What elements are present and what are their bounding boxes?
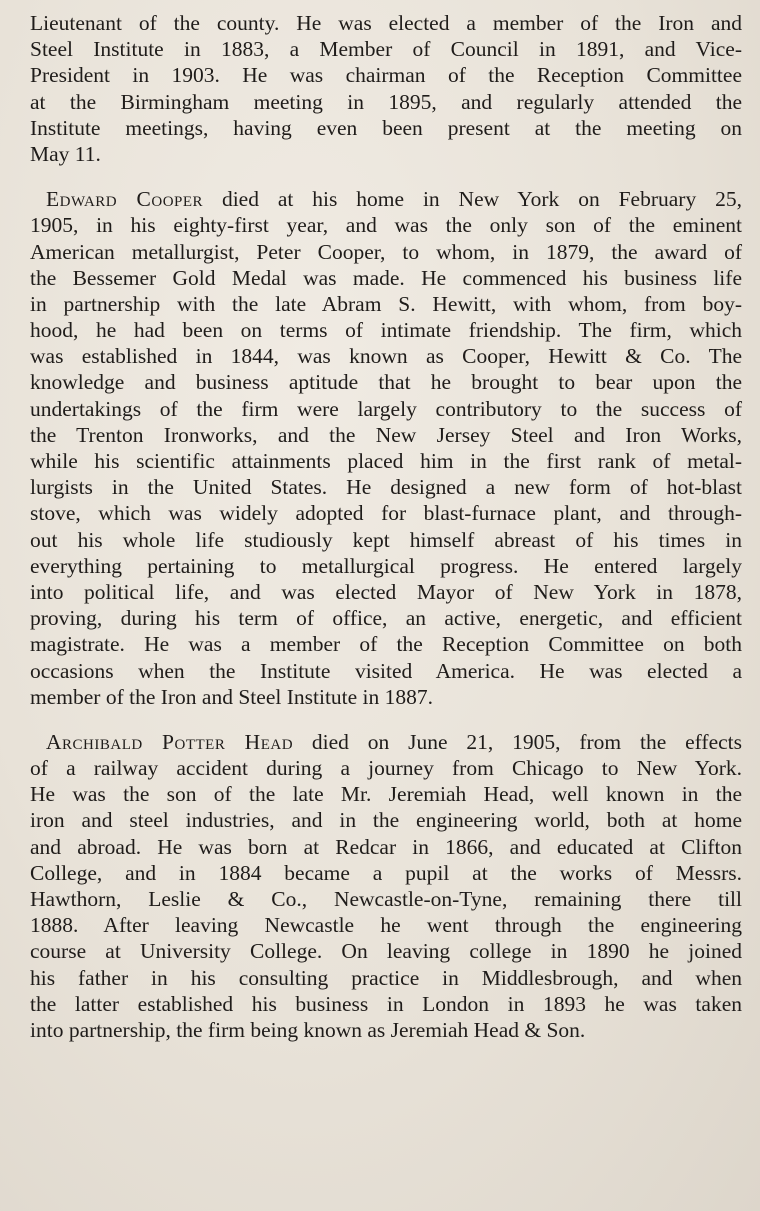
line-text: died at his home in New York on February 25,: [203, 187, 742, 212]
text-line: [30, 729, 742, 755]
page-text: [30, 10, 742, 1043]
text-line: into partnership, the firm being known as Jeremiah Head & Son.: [30, 1017, 586, 1042]
paragraph: [30, 10, 742, 167]
text-line: stove, which was widely adopted for blast-furnace plant, and through-: [30, 501, 742, 526]
text-line: May 11.: [30, 141, 101, 166]
paragraph: [30, 186, 742, 710]
text-line: occasions when the Institute visited America. He was elected a: [30, 658, 742, 683]
text-line: in partnership with the late Abram S. Hewitt, with whom, from boy-: [30, 291, 742, 316]
obituary-name: Archibald Potter Head: [46, 729, 294, 754]
text-line: Steel Institute in 1883, a Member of Council in 1891, and Vice-: [30, 37, 742, 62]
paragraph: [30, 729, 742, 1043]
text-line: iron and steel industries, and in the engineering world, both at home: [30, 808, 742, 833]
text-line: hood, he had been on terms of intimate friendship. The firm, which: [30, 318, 742, 343]
text-line: magistrate. He was a member of the Reception Committee on both: [30, 632, 742, 657]
text-line: member of the Iron and Steel Institute in 1887.: [30, 684, 434, 709]
text-line: course at University College. On leaving college in 1890 he joined: [30, 939, 742, 964]
text-line: everything pertaining to metallurgical progress. He entered largely: [30, 553, 742, 578]
text-line: of a railway accident during a journey from Chicago to New York.: [30, 756, 742, 781]
text-line: at the Birmingham meeting in 1895, and regularly attended the: [30, 89, 742, 114]
text-line: the Trenton Ironworks, and the New Jersey Steel and Iron Works,: [30, 422, 742, 447]
text-line: while his scientific attainments placed him in the first rank of metal-: [30, 449, 742, 473]
text-line: into political life, and was elected Mayor of New York in 1878,: [30, 579, 742, 604]
text-line: 1905, in his eighty-first year, and was the only son of the eminent: [30, 213, 742, 238]
text-line: and abroad. He was born at Redcar in 1866, and educated at Clifton: [30, 834, 742, 859]
text-line: He was the son of the late Mr. Jeremiah Head, well known in the: [30, 782, 742, 807]
text-line: out his whole life studiously kept himself abreast of his times in: [30, 527, 742, 552]
text-line: was established in 1844, was known as Cooper, Hewitt & Co. The: [30, 344, 742, 369]
text-line: American metallurgist, Peter Cooper, to whom, in 1879, the award of: [30, 239, 742, 264]
text-line: President in 1903. He was chairman of the Reception Committee: [30, 63, 742, 88]
text-line: College, and in 1884 became a pupil at the works of Messrs.: [30, 860, 742, 885]
text-line: proving, during his term of office, an active, energetic, and efficient: [30, 606, 742, 631]
text-line: knowledge and business aptitude that he brought to bear upon the: [30, 370, 742, 395]
line-text: died on June 21, 1905, from the effects: [293, 729, 742, 754]
text-line: lurgists in the United States. He designed a new form of hot-blast: [30, 475, 742, 500]
text-line: [30, 186, 742, 212]
text-line: 1888. After leaving Newcastle he went through the engineering: [30, 913, 742, 938]
text-line: undertakings of the firm were largely contributory to the success of: [30, 396, 742, 421]
text-line: Institute meetings, having even been present at the meeting on: [30, 115, 742, 140]
text-line: the Bessemer Gold Medal was made. He commenced his business life: [30, 265, 742, 290]
obituary-name: Edward Cooper: [46, 187, 204, 212]
text-line: his father in his consulting practice in Middlesbrough, and when: [30, 965, 742, 990]
text-line: the latter established his business in London in 1893 he was taken: [30, 991, 742, 1016]
text-line: Hawthorn, Leslie & Co., Newcastle-on-Tyne, remaining there till: [30, 887, 742, 911]
text-line: Lieutenant of the county. He was elected a member of the Iron and: [30, 11, 742, 35]
